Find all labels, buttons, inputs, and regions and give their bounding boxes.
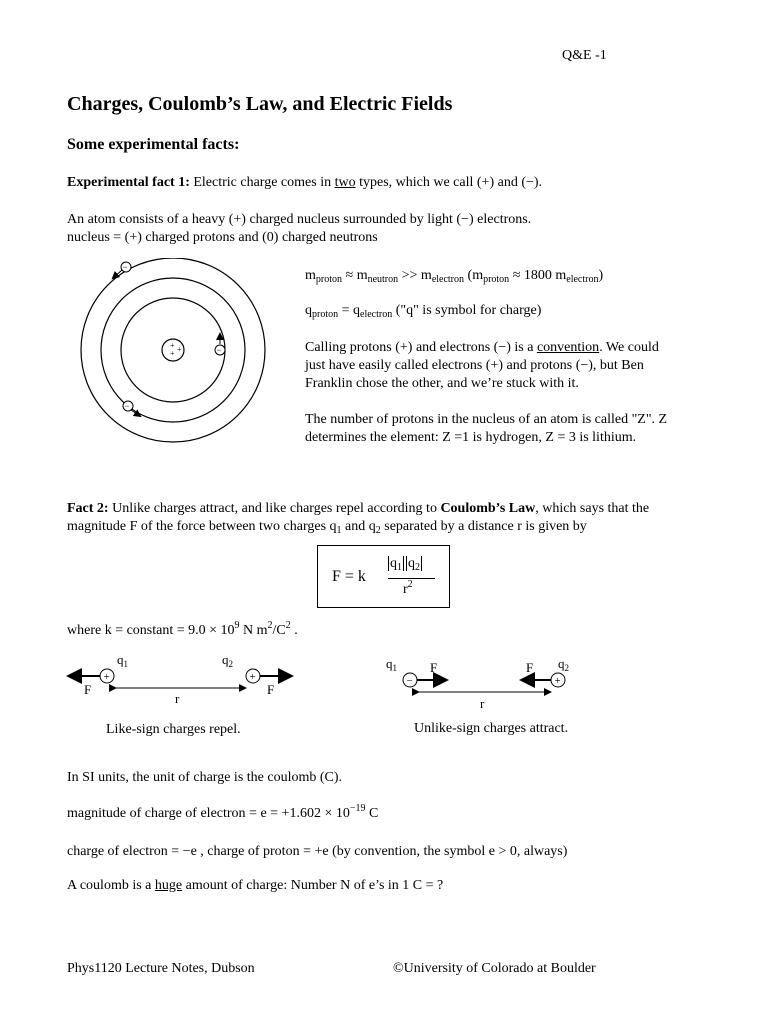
electron-sub: electron bbox=[566, 274, 599, 285]
fact2-line2 bbox=[67, 519, 587, 535]
electron-sub: electron bbox=[431, 274, 465, 285]
unlike-caption: Unlike-sign charges attract. bbox=[414, 721, 569, 736]
like-caption: Like-sign charges repel. bbox=[106, 722, 241, 737]
fact1-text-before: Electric charge comes in bbox=[189, 175, 335, 190]
convention-line1-after: . We could bbox=[599, 340, 659, 355]
electron-sub: electron bbox=[360, 309, 393, 320]
z-line1: The number of protons in the nucleus of an atom is called "Z". Z bbox=[305, 412, 668, 427]
formula-numerator bbox=[388, 556, 422, 572]
coulombs-law-name: Coulomb’s Law bbox=[440, 501, 536, 516]
unlike-r-label: r bbox=[480, 696, 485, 711]
paren-open: ( bbox=[464, 268, 473, 283]
fact2-line2-after: separated by a distance r is given by bbox=[380, 519, 587, 534]
proton-sub: proton bbox=[312, 309, 339, 320]
fact1-line bbox=[67, 175, 542, 191]
nucleus-sign-2: + bbox=[177, 345, 182, 354]
convention-line3: Franklin chose the other, and we’re stuck with it. bbox=[305, 376, 579, 391]
denominator-exponent: 2 bbox=[407, 579, 413, 590]
proton-sub: proton bbox=[315, 274, 342, 285]
atom-diagram bbox=[78, 258, 268, 448]
convention-line1-before: Calling protons (+) and electrons (−) is a bbox=[305, 340, 537, 355]
electron-inner-sign: − bbox=[216, 345, 222, 355]
formula-lhs: F = k bbox=[332, 568, 366, 585]
convention-underlined: convention bbox=[536, 340, 600, 355]
approx-1800: ≈ 1800 bbox=[509, 268, 556, 283]
constant-exp: 9 bbox=[234, 620, 240, 631]
fact2-line1-end: , which says that the bbox=[535, 501, 650, 516]
paren-close: ) bbox=[598, 268, 604, 283]
unlike-charge-1-sign: − bbox=[406, 675, 413, 687]
atom-line1: An atom consists of a heavy (+) charged nucleus surrounded by light (−) electrons. bbox=[67, 212, 532, 227]
fact2-line1-text: Unlike charges attract, and like charges repel according to bbox=[108, 501, 441, 516]
page-id: Q&E -1 bbox=[562, 48, 607, 63]
fact2-line2-before: magnitude F of the force between two charges q bbox=[67, 519, 337, 534]
electron-middle-sign: − bbox=[124, 401, 130, 411]
neutron-sub: neutron bbox=[367, 274, 399, 285]
approx-symbol: ≈ bbox=[342, 268, 357, 283]
like-charges-diagram bbox=[60, 648, 300, 708]
mass-relation bbox=[305, 268, 603, 284]
proton-sub: proton bbox=[483, 274, 510, 285]
fact2-and: and q bbox=[341, 519, 376, 534]
constant-exp2: 2 bbox=[267, 620, 273, 631]
m-symbol: m bbox=[356, 268, 368, 283]
constant-line bbox=[67, 620, 298, 639]
numerator-sub1: 1 bbox=[397, 562, 402, 573]
m-symbol: m bbox=[420, 268, 432, 283]
constant-exp3: 2 bbox=[285, 620, 291, 631]
fact1-label: Experimental fact 1: bbox=[67, 175, 190, 190]
nucleus-sign-1: + bbox=[170, 341, 175, 350]
like-f-right-label: F bbox=[267, 682, 275, 697]
section-heading: Some experimental facts: bbox=[67, 136, 240, 153]
si-units-line: In SI units, the unit of charge is the coulomb (C). bbox=[67, 770, 343, 785]
unlike-q1-label: $q_1$ bbox=[386, 656, 397, 673]
numerator-q1: q bbox=[390, 556, 397, 571]
z-line2: determines the element: Z =1 is hydrogen, Z = 3 is lithium. bbox=[305, 430, 637, 445]
convention-line1 bbox=[305, 340, 659, 356]
page-title: Charges, Coulomb’s Law, and Electric Fields bbox=[67, 93, 453, 115]
sign-convention-line: charge of electron = −e , charge of proton = +e (by convention, the symbol e > 0, always) bbox=[67, 844, 568, 859]
electron-outer-sign: − bbox=[122, 262, 128, 272]
fact2-label: Fact 2: bbox=[67, 501, 109, 516]
footer-left: Phys1120 Lecture Notes, Dubson bbox=[67, 961, 255, 976]
like-q2-label: $q_2$ bbox=[222, 652, 233, 669]
numerator-sub2: 2 bbox=[415, 562, 420, 573]
like-charge-2-sign: + bbox=[249, 671, 256, 683]
like-f-left-label: F bbox=[84, 682, 92, 697]
electron-charge-after: C bbox=[365, 806, 379, 821]
coulomb-amount-underlined: huge bbox=[154, 878, 183, 893]
unlike-f-left-label: F bbox=[430, 660, 438, 675]
m-symbol: m bbox=[555, 268, 567, 283]
coulomb-amount-after: amount of charge: Number N of e’s in 1 C = ? bbox=[182, 878, 444, 893]
atom-line2: nucleus = (+) charged protons and (0) charged neutrons bbox=[67, 230, 378, 245]
coulomb-amount-before: A coulomb is a bbox=[67, 878, 155, 893]
footer-right: ©University of Colorado at Boulder bbox=[393, 961, 596, 976]
unlike-f-right-label: F bbox=[526, 660, 534, 675]
m-symbol: m bbox=[305, 268, 316, 283]
denominator-r: r bbox=[403, 582, 408, 597]
electron-charge-line bbox=[67, 803, 379, 822]
charge-note: ("q" is symbol for charge) bbox=[392, 303, 542, 318]
convention-line2: just have easily called electrons (+) and protons (−), but Ben bbox=[305, 358, 644, 373]
coulomb-amount-line bbox=[67, 878, 443, 894]
coulomb-formula-box bbox=[317, 545, 450, 608]
charge-relation bbox=[305, 303, 541, 319]
unlike-charge-2-sign: + bbox=[554, 675, 561, 687]
unlike-q2-label: $q_2$ bbox=[558, 656, 569, 673]
q-symbol: q bbox=[353, 303, 361, 318]
constant-before: where k = constant = 9.0 × 10 bbox=[67, 623, 235, 638]
electron-charge-before: magnitude of charge of electron = e = +1.602 × 10 bbox=[67, 806, 350, 821]
formula-denominator bbox=[403, 579, 413, 598]
q2-sub: 2 bbox=[375, 525, 381, 536]
equals-symbol: = bbox=[338, 303, 354, 318]
q1-sub: 1 bbox=[336, 525, 342, 536]
fact1-text-after: types, which we call (+) and (−). bbox=[355, 175, 543, 190]
much-greater-symbol: >> bbox=[398, 268, 421, 283]
fact2-line1 bbox=[67, 501, 649, 517]
constant-end: . bbox=[290, 623, 298, 638]
like-r-label: r bbox=[175, 691, 180, 706]
nucleus-sign-3: + bbox=[170, 349, 175, 358]
q-symbol: q bbox=[305, 303, 312, 318]
constant-units: N m bbox=[239, 623, 268, 638]
like-q1-label: $q_1$ bbox=[117, 652, 128, 669]
m-symbol: m bbox=[472, 268, 484, 283]
numerator-q2: q bbox=[408, 556, 415, 571]
like-charge-1-sign: + bbox=[103, 671, 110, 683]
unlike-charges-diagram bbox=[380, 648, 580, 712]
electron-charge-exp: −19 bbox=[349, 803, 366, 814]
fact1-underlined: two bbox=[334, 175, 356, 190]
constant-per: /C bbox=[272, 623, 286, 638]
